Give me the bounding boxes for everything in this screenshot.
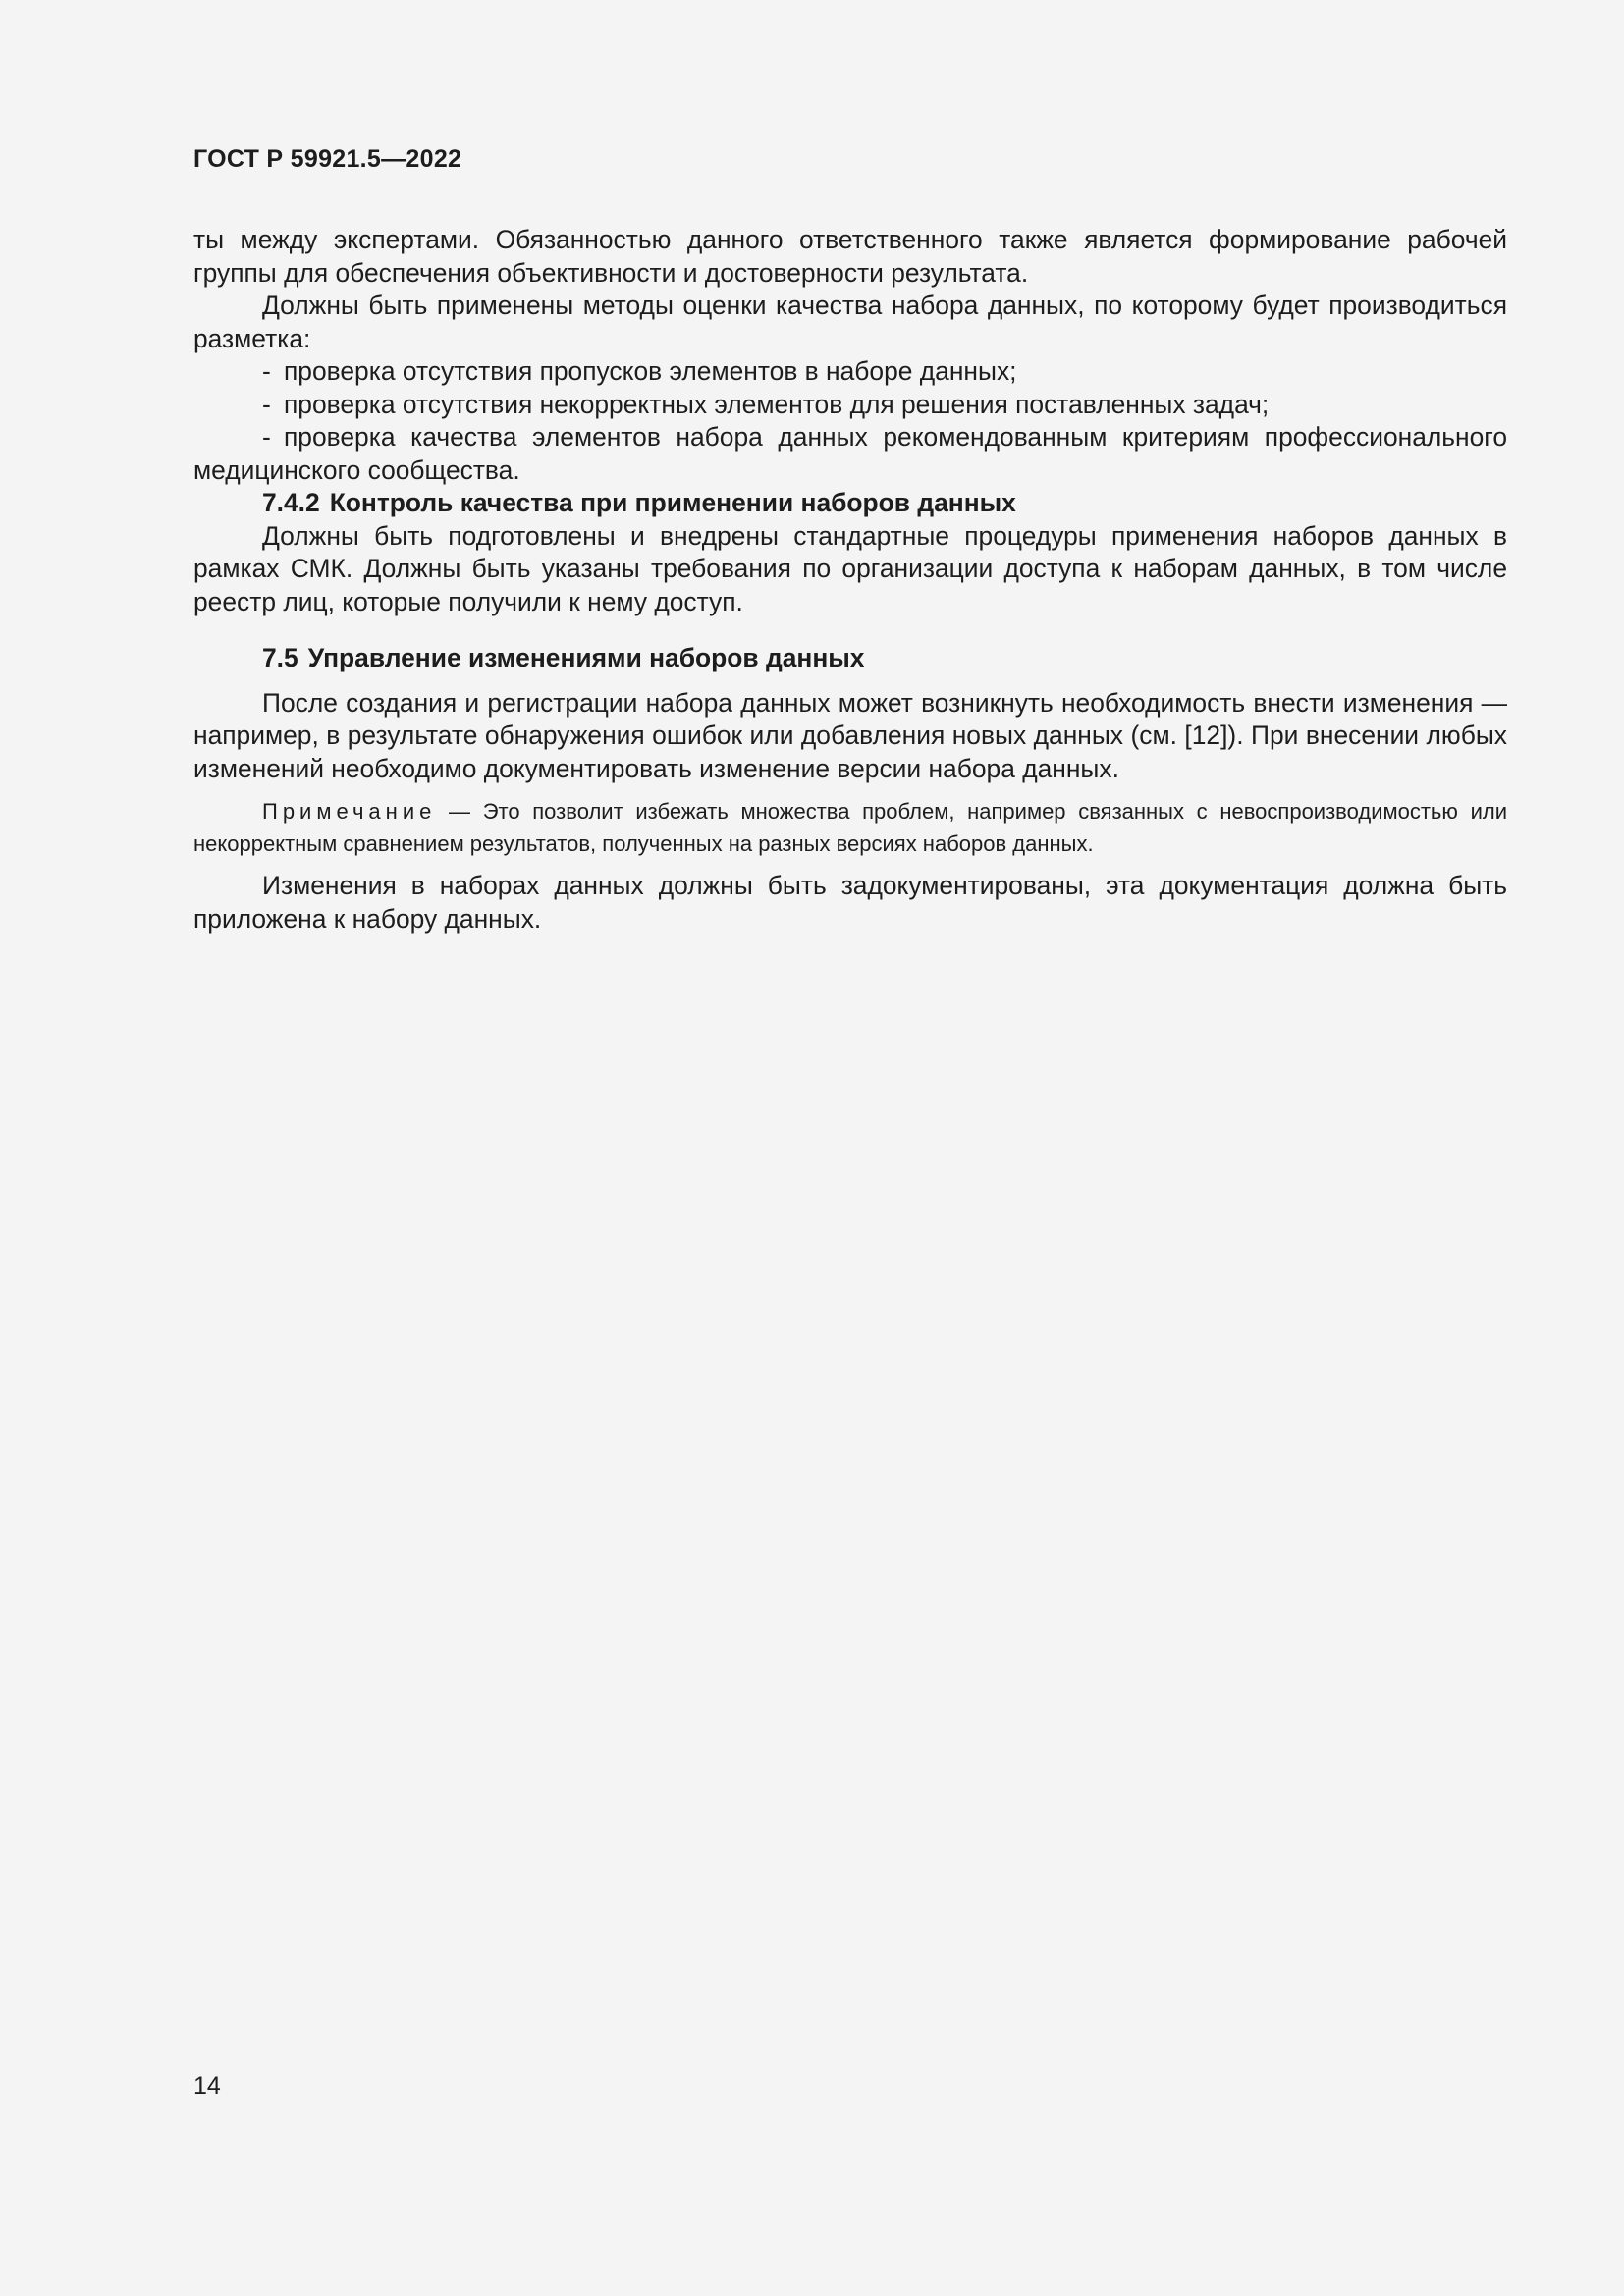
paragraph-procedures: Должны быть подготовлены и внедрены стандартные процедуры применения наборов данных в рамках СМК. Должны быть указаны требования по организации доступа к наборам данных, в том числе реестр лиц, которые получили к нему доступ.	[193, 520, 1507, 616]
subsection-number: 7.4.2	[262, 488, 320, 517]
paragraph-changes: После создания и регистрации набора данных может возникнуть необходимость внести изменения — например, в результате обнаружения ошибок или добавления новых данных (см. [12]). При внесении любых изменений необходимо документировать изменение версии набора данных.	[193, 687, 1507, 783]
document-code-header: ГОСТ Р 59921.5—2022	[193, 145, 462, 173]
paragraph-documentation: Изменения в наборах данных должны быть задокументированы, эта документация должна быть приложена к набору данных.	[193, 871, 1507, 934]
list-item	[193, 389, 1507, 422]
page-number: 14	[193, 2072, 221, 2100]
list-item	[193, 355, 1507, 389]
note-label: Примечание	[262, 799, 437, 824]
paragraph-continuation: ты между экспертами. Обязанностью данного ответственного также является формирование рабочей группы для обеспечения объективности и достоверности результата.	[193, 225, 1507, 288]
section-number: 7.5	[262, 643, 298, 672]
list-item	[193, 421, 1507, 487]
list-item-text: проверка качества элементов набора данных рекомендованным критериям профессионального медицинского сообщества.	[193, 422, 1507, 485]
list-dash: -	[262, 422, 271, 452]
note-dash: —	[449, 799, 471, 824]
list-item-text: проверка отсутствия некорректных элементов для решения поставленных задач;	[284, 389, 1270, 419]
document-body	[193, 224, 1507, 935]
note-block	[193, 795, 1507, 860]
note-text: Это позволит избежать множества проблем, например связанных с невоспроизводимостью или некорректным сравнением результатов, полученных на разных версиях наборов данных.	[193, 799, 1507, 856]
list-dash: -	[262, 356, 271, 386]
subsection-heading-7-4-2	[193, 487, 1507, 520]
list-dash: -	[262, 389, 271, 419]
list-item-text: проверка отсутствия пропусков элементов в наборе данных;	[284, 356, 1017, 386]
section-heading-7-5	[193, 642, 1507, 675]
paragraph-quality-methods: Должны быть применены методы оценки качества набора данных, по которому будет производиться разметка:	[193, 291, 1507, 353]
section-title: Управление изменениями наборов данных	[307, 643, 865, 672]
subsection-title: Контроль качества при применении наборов данных	[329, 488, 1016, 517]
